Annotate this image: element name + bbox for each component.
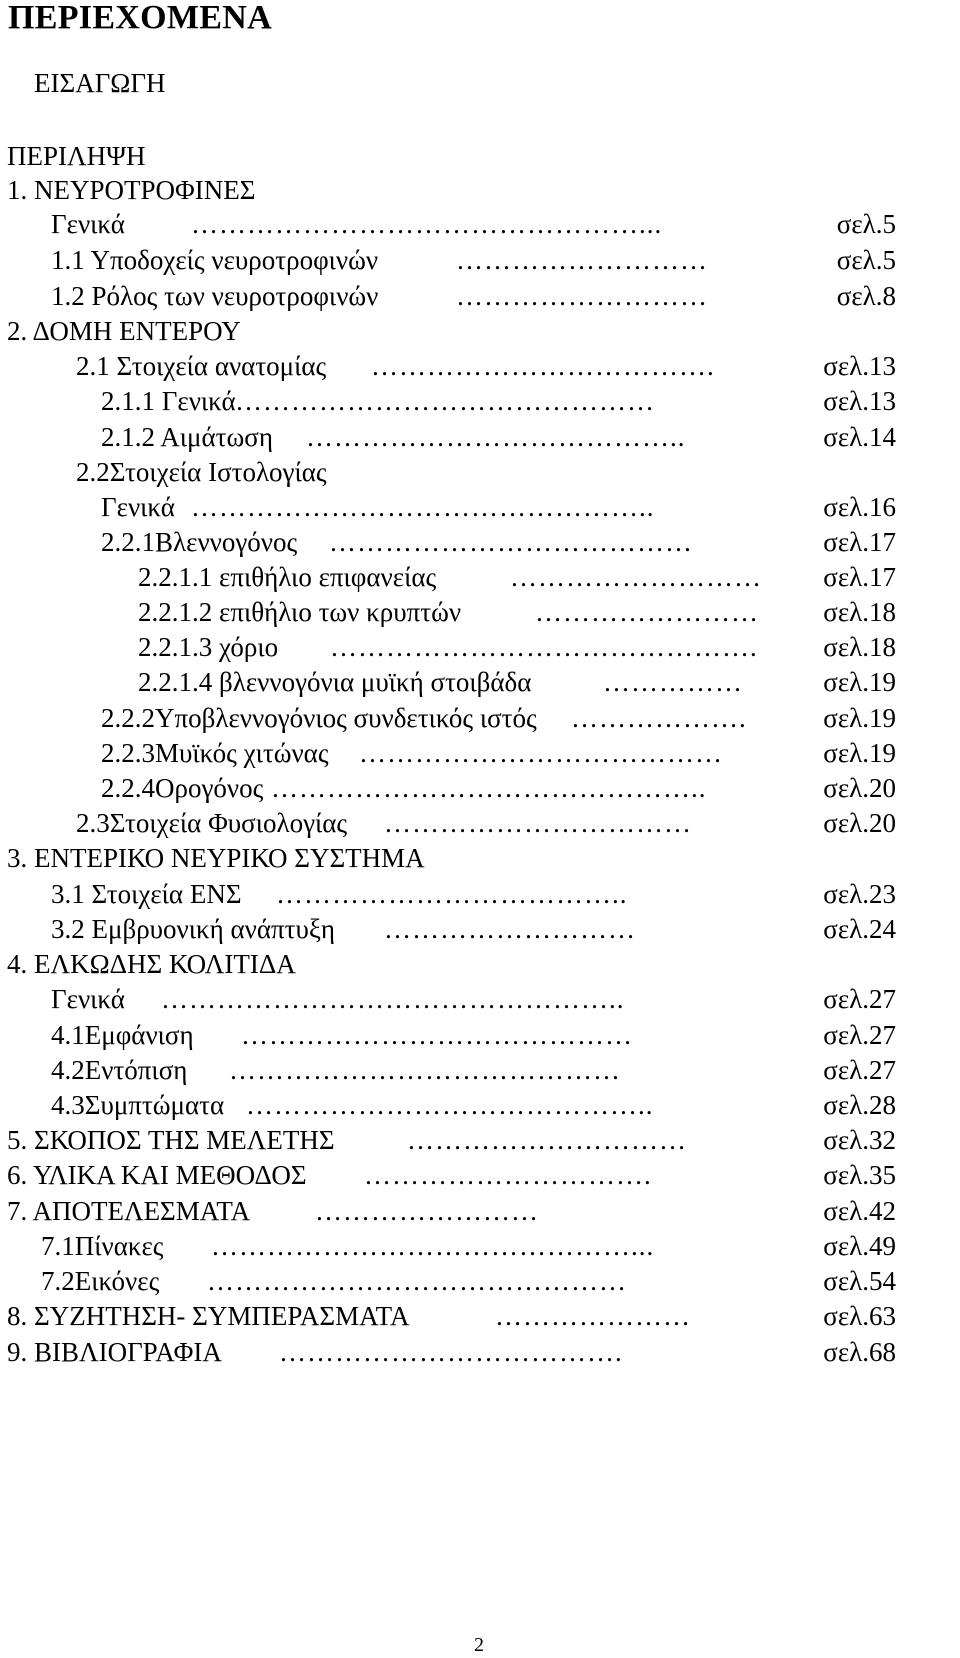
toc-entry-page: σελ.24 xyxy=(823,914,896,944)
page-title: ΠΕΡΙΕΧΟΜΕΝΑ xyxy=(8,0,272,36)
toc-entry-page: σελ.27 xyxy=(823,984,896,1014)
page-number: 2 xyxy=(474,1634,484,1656)
toc-entry-page: σελ.5 xyxy=(836,209,896,239)
toc-entry-label: 2.2.1.3 χόριο xyxy=(138,632,279,662)
toc-entry xyxy=(138,595,896,629)
toc-entry-leader: ………………………………….. xyxy=(306,422,686,452)
toc-entry-leader: ………………………… xyxy=(407,1125,687,1155)
toc-entry-leader: …………………………. xyxy=(364,1160,652,1190)
toc-entry-page: σελ.32 xyxy=(823,1125,896,1155)
toc-entry xyxy=(101,490,896,524)
chapter-1-heading: 1. ΝΕΥΡΟΤΡΟΦΙΝΕΣ xyxy=(7,175,256,205)
toc-entry xyxy=(7,1123,896,1157)
toc-entry-leader: ………………………………………….. xyxy=(161,984,625,1014)
toc-entry xyxy=(76,349,896,383)
toc-entry-label: 5. ΣΚΟΠΟΣ ΤΗΣ ΜΕΛΕΤΗΣ xyxy=(7,1125,335,1155)
toc-entry-label: 8. ΣΥΖΗΤΗΣΗ- ΣΥΜΠΕΡΑΣΜΑΤΑ xyxy=(7,1301,410,1331)
toc-entry-leader: …………… xyxy=(603,667,743,697)
toc-entry-label: 3. ΕΝΤΕΡΙΚΟ ΝΕΥΡΙΚΟ ΣΥΣΤΗΜΑ xyxy=(7,843,425,873)
toc-entry-leader: ……………………………………… xyxy=(235,386,655,416)
toc-entry-leader: ………………………………………….. xyxy=(191,492,655,522)
toc-entry-page: σελ.20 xyxy=(823,808,896,838)
toc-entry-page: σελ.18 xyxy=(823,632,896,662)
toc-entry-label: 2.2.2Υποβλεννογόνιος συνδετικός ιστός xyxy=(101,703,537,733)
chapter-heading xyxy=(7,841,896,875)
toc-entry-label: 7. ΑΠΟΤΕΛΕΣΜΑΤΑ xyxy=(7,1196,251,1226)
toc-entry-leader: ………………………………………... xyxy=(211,1231,655,1261)
toc-entry-label: 3.1 Στοιχεία ΕΝΣ xyxy=(51,879,242,909)
toc-entry-label: 2.2.1.1 επιθήλιο επιφανείας xyxy=(138,562,437,592)
toc-entry xyxy=(51,1053,896,1087)
toc-entry-leader: ……………………… xyxy=(456,245,708,275)
toc-entry-page: σελ.16 xyxy=(823,492,896,522)
toc-entry-label: 1.2 Ρόλος των νευροτροφινών xyxy=(51,281,379,311)
toc-entry-page: σελ.27 xyxy=(823,1055,896,1085)
toc-entry-leader: …………………………………… xyxy=(229,1055,621,1085)
toc-entry-label: 4.1Εμφάνιση xyxy=(51,1020,194,1050)
toc-entry-leader: …………………………… xyxy=(384,808,692,838)
toc-entry-page: σελ.63 xyxy=(823,1301,896,1331)
toc-entry-label: 2.2Στοιχεία Ιστολογίας xyxy=(76,457,327,487)
toc-entry-page: σελ.17 xyxy=(823,562,896,592)
toc-entry-page: σελ.23 xyxy=(823,879,896,909)
toc-entry-page: σελ.54 xyxy=(823,1266,896,1296)
toc-entry xyxy=(7,1194,896,1228)
toc-entry-page: σελ.13 xyxy=(823,386,896,416)
toc-entry-leader: …………………………………… xyxy=(241,1020,633,1050)
toc-entry-page: σελ.42 xyxy=(823,1196,896,1226)
toc-entry-page: σελ.20 xyxy=(823,773,896,803)
toc-entry-leader: ………………………………. xyxy=(371,351,715,381)
toc-entry-leader: …………………………………….. xyxy=(246,1090,654,1120)
toc-entry-label: 1.1 Υποδοχείς νευροτροφινών xyxy=(51,245,379,275)
toc-entry xyxy=(51,877,896,911)
toc-entry-leader: ……………………………………….. xyxy=(271,773,707,803)
toc-entry-label: 2.2.1Βλεννογόνος xyxy=(101,527,298,557)
toc-entry-page: σελ.8 xyxy=(836,281,896,311)
toc-entry xyxy=(41,1229,896,1263)
toc-entry-leader: …………………… xyxy=(535,597,759,627)
toc-entry-leader: ………………………………………. xyxy=(330,632,758,662)
toc-entry-label: 9. ΒΙΒΛΙΟΓΡΑΦΙΑ xyxy=(7,1337,222,1367)
toc-entry-page: σελ.27 xyxy=(823,1020,896,1050)
toc-entry-page: σελ.68 xyxy=(823,1337,896,1367)
toc-entry-label: 2.1.1 Γενικά xyxy=(101,386,236,416)
toc-entry-label: 4.2Εντόπιση xyxy=(51,1055,188,1085)
toc-entry-leader: ………………………………… xyxy=(329,527,693,557)
toc-entry-leader: ………………………………. xyxy=(279,1337,623,1367)
toc-entry xyxy=(101,771,896,805)
toc-entry xyxy=(51,243,896,277)
toc-entry-leader: ………………………………… xyxy=(359,738,723,768)
toc-entry xyxy=(76,806,896,840)
toc-entry xyxy=(41,1264,896,1298)
toc-entry-leader: ……………………… xyxy=(456,281,708,311)
toc-entry-label: 2.2.4Ορογόνος xyxy=(101,773,264,803)
toc-entry-label: 2.2.1.2 επιθήλιο των κρυπτών xyxy=(138,597,462,627)
toc-entry-label: 2.3Στοιχεία Φυσιολογίας xyxy=(76,808,348,838)
chapter-heading xyxy=(7,314,896,348)
toc-entry-page: σελ.18 xyxy=(823,597,896,627)
toc-entry xyxy=(51,1088,896,1122)
toc-entry xyxy=(51,982,896,1016)
toc-entry xyxy=(101,420,896,454)
toc-entry-label: 7.2Εικόνες xyxy=(41,1266,160,1296)
toc-entry-label: Γενικά xyxy=(101,492,175,522)
toc-entry xyxy=(101,384,896,418)
toc-entry-label: 4. ΕΛΚΩΔΗΣ ΚΟΛΙΤΙΔΑ xyxy=(7,949,296,979)
toc-entry-page: σελ.14 xyxy=(823,422,896,452)
toc-entry xyxy=(51,1018,896,1052)
chapter-heading xyxy=(7,947,896,981)
toc-entry xyxy=(138,665,896,699)
toc-entry-label: 2.1.2 Αιμάτωση xyxy=(101,422,273,452)
toc-entry-page: σελ.35 xyxy=(823,1160,896,1190)
toc-entry-label: 7.1Πίνακες xyxy=(41,1231,164,1261)
toc-entry xyxy=(51,207,896,241)
toc-entry xyxy=(7,1335,896,1369)
toc-entry-leader: …………………………………………... xyxy=(191,209,663,239)
toc-entry-label: 4.3Συμπτώματα xyxy=(51,1090,225,1120)
toc-entry-leader: ……………………………………… xyxy=(207,1266,627,1296)
toc-entry-page: σελ.28 xyxy=(823,1090,896,1120)
section-heading xyxy=(76,455,896,489)
toc-entry xyxy=(101,525,896,559)
toc-entry-label: 2.2.3Μυϊκός χιτώνας xyxy=(101,738,329,768)
toc-entry-leader: ………………. xyxy=(571,703,747,733)
toc-entry-page: σελ.5 xyxy=(836,245,896,275)
toc-entry-leader: ………………… xyxy=(495,1301,691,1331)
toc-entry xyxy=(51,912,896,946)
toc-entry xyxy=(51,279,896,313)
toc-entry-leader: ……………………………….. xyxy=(276,879,628,909)
toc-entry-leader: ……………………… xyxy=(384,914,636,944)
toc-entry xyxy=(7,1158,896,1192)
section-summary: ΠΕΡΙΛΗΨΗ xyxy=(7,141,146,171)
toc-entry-page: σελ.19 xyxy=(823,738,896,768)
toc-entry-leader: …………………… xyxy=(315,1196,539,1226)
toc-entry-leader: ……………………… xyxy=(510,562,762,592)
toc-entry xyxy=(7,1299,896,1333)
toc-entry xyxy=(101,736,896,770)
toc-entry xyxy=(138,560,896,594)
toc-entry-page: σελ.49 xyxy=(823,1231,896,1261)
toc-entry-label: 2.1 Στοιχεία ανατομίας xyxy=(76,351,327,381)
toc-entry-page: σελ.19 xyxy=(823,667,896,697)
toc-entry-label: Γενικά xyxy=(51,209,125,239)
section-intro: ΕΙΣΑΓΩΓΗ xyxy=(34,68,166,98)
toc-entry-label: 2.2.1.4 βλεννογόνια μυϊκή στοιβάδα xyxy=(138,667,532,697)
toc-entry xyxy=(138,630,896,664)
toc-entry-page: σελ.17 xyxy=(823,527,896,557)
toc-entry-label: 3.2 Εμβρυονική ανάπτυξη xyxy=(51,914,336,944)
toc-entry-page: σελ.13 xyxy=(823,351,896,381)
toc-entry xyxy=(101,701,896,735)
toc-entry-label: Γενικά xyxy=(51,984,125,1014)
toc-entry-label: 6. ΥΛΙΚΑ ΚΑΙ ΜΕΘΟΔΟΣ xyxy=(7,1160,307,1190)
toc-entry-page: σελ.19 xyxy=(823,703,896,733)
toc-entry-label: 2. ΔΟΜΗ ΕΝΤΕΡΟΥ xyxy=(7,316,241,346)
